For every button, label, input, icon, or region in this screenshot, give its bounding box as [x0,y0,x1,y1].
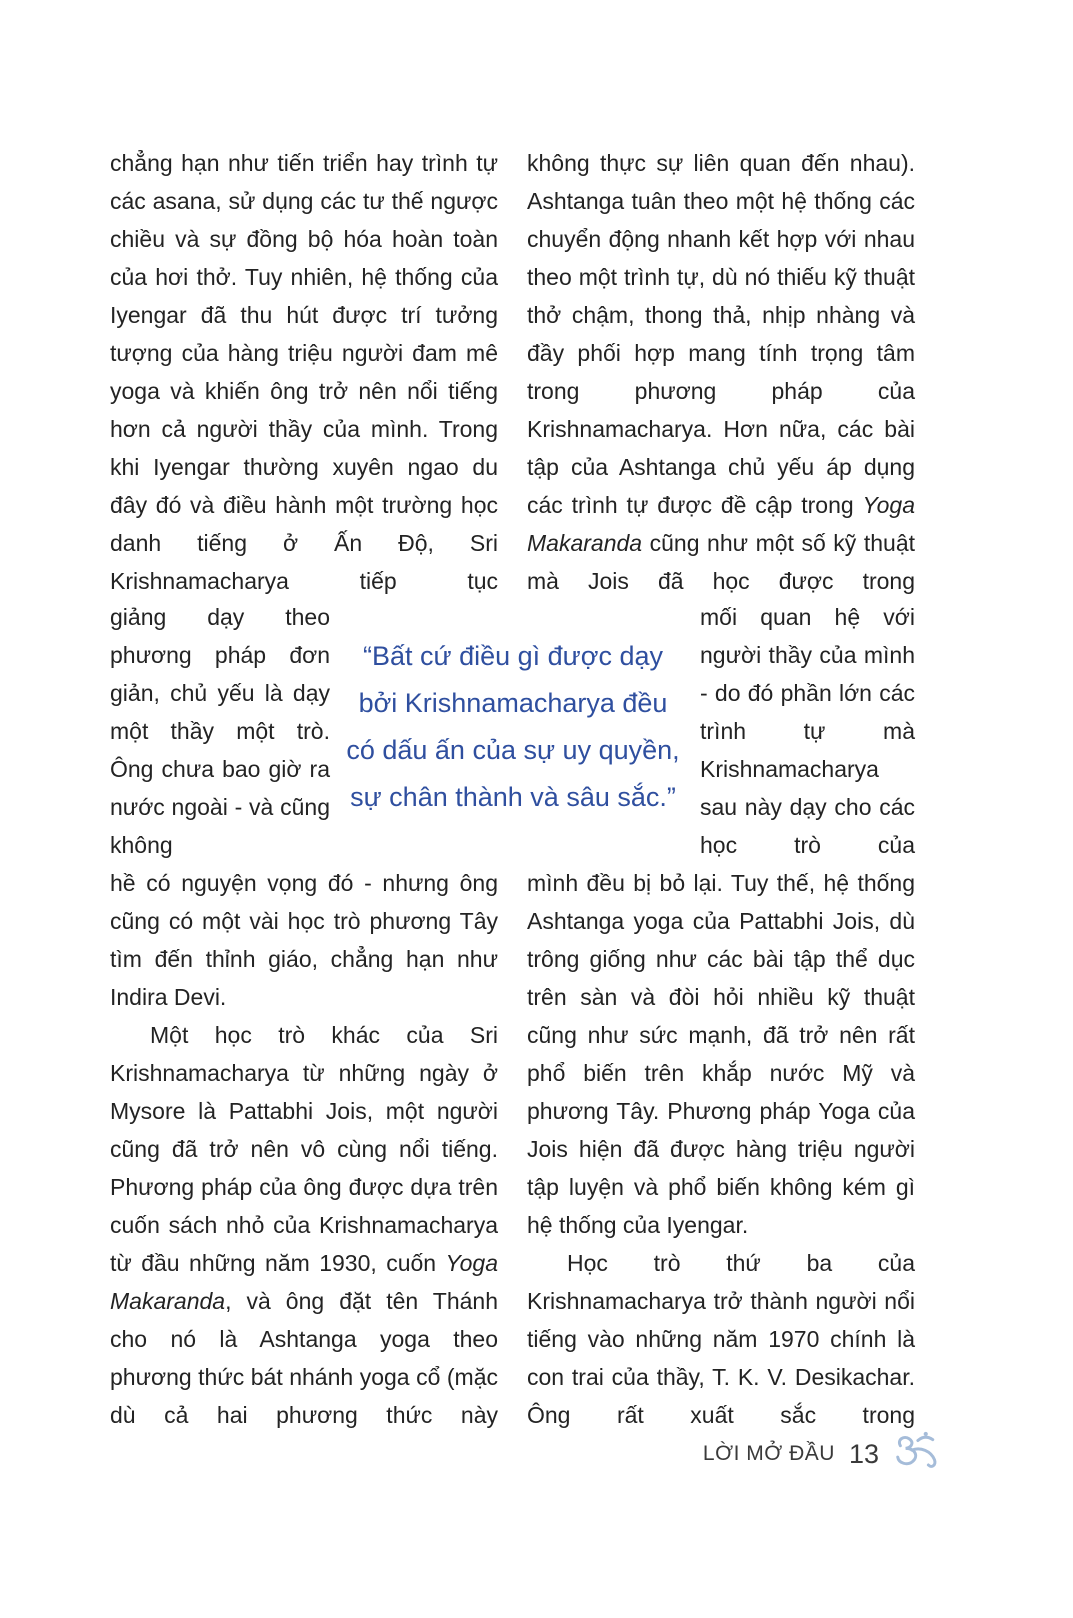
left-bottom-text-pre: Một học trò khác của Sri Krishnamacharya từ những ngày ở Mysore là Pattabhi Jois, một người cũng đã trở nên vô cùng nổi tiếng. Phương pháp của ông được dựa trên cuốn sách nhỏ của Krishnamacharya từ đầu những năm 1930, cuốn [110,1022,498,1276]
left-column-bottom-text [110,864,498,1434]
om-icon [889,1430,945,1472]
pull-quote-line: sự chân thành và sâu sắc.” [350,782,676,812]
left-bottom-text-post: , và ông đặt tên Thánh cho nó là Ashtanga yoga theo phương thức bát nhánh yoga cổ (mặc dù cả hai phương thức này [110,1288,498,1428]
page-number: 13 [848,1438,879,1469]
left-column-top-text: chẳng hạn như tiến triển hay trình tự các asana, sử dụng các tư thế ngược chiều và sự đồng bộ hóa hoàn toàn của hơi thở. Tuy nhiên, hệ thống của Iyengar đã thu hút được trí tưởng tượng của hàng triệu người đam mê yoga và khiến ông trở nên nổi tiếng hơn cả người thầy của mình. Trong khi Iyengar thường xuyên ngao du đây đó và điều hành một trường học danh tiếng ở Ấn Độ, Sri Krishnamacharya tiếp tục [110,150,498,594]
book-title-yoga-makaranda: Yoga Makaranda [527,492,915,556]
right-top-text-pre: không thực sự liên quan đến nhau). Ashtanga tuân theo một hệ thống các chuyển động nhanh kết hợp với nhau theo một trình tự, dù nó thiếu kỹ thuật thở chậm, thong thả, nhịp nhàng và đầy phối hợp mang tính trọng tâm trong phương pháp của Krishnamacharya. Hơn nữa, các bài tập của Ashtanga chủ yếu áp dụng các trình tự được đề cập trong [527,150,915,518]
right-column-top-text [527,144,915,600]
right-top-text-post: cũng như một số kỹ thuật mà Jois đã học được trong [527,530,915,594]
pull-quote [335,633,691,821]
right-column-bottom-text [527,864,915,1434]
pull-quote-line: có dấu ấn của sự uy quyền, [346,735,680,765]
right-column-narrow-text: mối quan hệ với người thầy của mình - do đó phần lớn các trình tự mà Krishnamacharya sau này dạy cho các học trò của [700,604,915,858]
section-label: LỜI MỞ ĐẦU [702,1442,835,1465]
paragraph-ashtanga-popularity: mình đều bị bỏ lại. Tuy thế, hệ thống Ashtanga yoga của Pattabhi Jois, dù trông giống như các bài tập thể dục trên sàn và đòi hỏi nhiều kỹ thuật cũng như sức mạnh, đã trở nên rất phổ biến trên khắp nước Mỹ và phương Tây. Phương pháp Yoga của Jois hiện đã được hàng triệu người tập luyện và phổ biến không kém gì hệ thống của Iyengar. [527,870,915,1238]
left-column-narrow-text: giảng dạy theo phương pháp đơn giản, chủ yếu là dạy một thầy một trò. Ông chưa bao giờ ra nước ngoài - và cũng không [110,604,330,858]
pull-quote-line: “Bất cứ điều gì được dạy [363,641,663,671]
page-footer [703,1436,945,1472]
paragraph-indira-devi: hề có nguyện vọng đó - nhưng ông cũng có một vài học trò phương Tây tìm đến thỉnh giáo, chẳng hạn như Indira Devi. [110,870,498,1010]
paragraph-pattabhi-jois [110,1016,498,1434]
pull-quote-line: bởi Krishnamacharya đều [358,688,668,718]
paragraph-desikachar: Học trò thứ ba của Krishnamacharya trở thành người nổi tiếng vào những năm 1970 chính là con trai của thầy, T. K. V. Desikachar. Ông rất xuất sắc trong [527,1250,915,1428]
book-title-yoga-makaranda: Yoga Makaranda [110,1250,498,1314]
